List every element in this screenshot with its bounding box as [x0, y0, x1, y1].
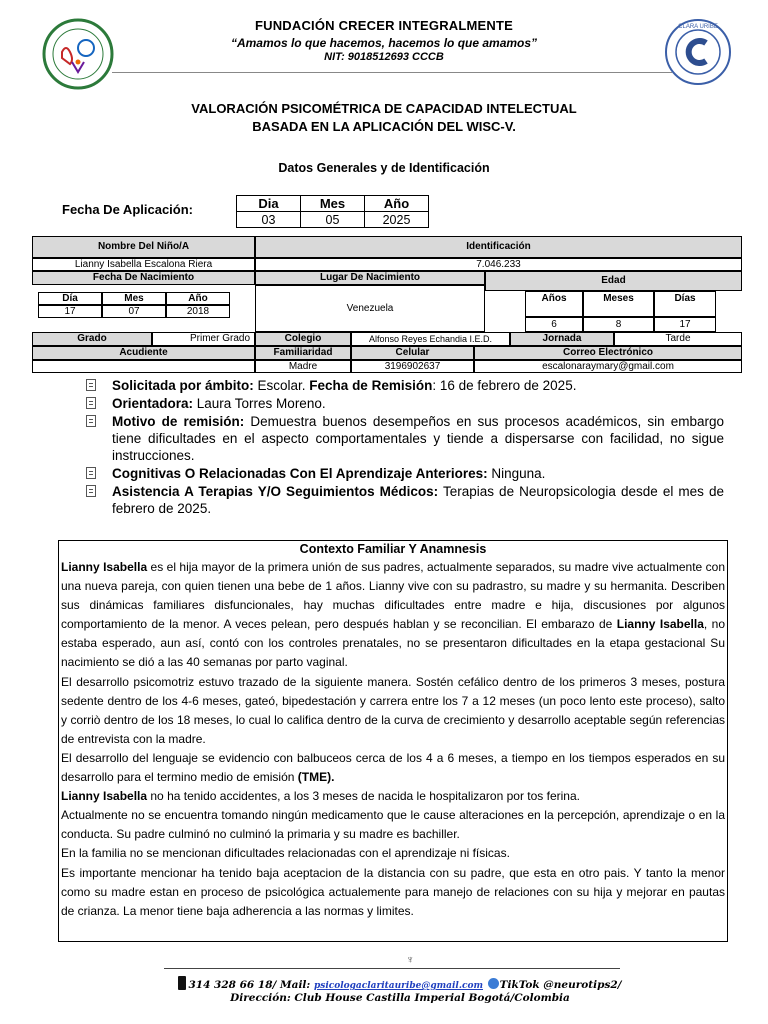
- day-header: Dia: [237, 196, 301, 212]
- context-paragraph: El desarrollo psicomotriz estuvo trazado de la siguiente manera. Sostén cefálico dentro de los primeros 3 meses, postura sedente dentro de los 4-6 meses, gateó, bipedestación y carrera entre los 7 a 12 meses (un poco lento este proceso), salto y corriò dentro de los 18 meses, lo cual lo califica dentro de la curva de crecimiento y desarrollo aceptable según referencias de entrevista con la madre.: [61, 674, 725, 746]
- checkbox-bullet-icon: [86, 415, 96, 427]
- footer-address: Dirección: Club House Castilla Imperial Bogotá/Colombia: [230, 992, 570, 1004]
- email-value: escalonaraymary@gmail.com: [474, 360, 742, 373]
- context-paragraph: El desarrollo del lenguaje se evidencio con balbuceos cerca de los 4 a 6 meses, a tiempo en los tiempos esperados en su desarrollo para el termino medio de emisión (TME).: [61, 750, 725, 785]
- list-item: Orientadora: Laura Torres Moreno.: [112, 395, 724, 412]
- age-months-label: Meses: [583, 291, 654, 317]
- application-date-label: Fecha De Aplicación:: [62, 202, 193, 217]
- month-value: 05: [301, 212, 365, 228]
- referral-info-list: [112, 377, 724, 518]
- context-paragraph: En la familia no se mencionan dificultades relacionadas con el aprendizaje ni físicas.: [61, 846, 510, 861]
- birth-year-label: Año: [166, 292, 230, 305]
- age-months-value: 8: [583, 317, 654, 332]
- context-paragraph: Actualmente no se encuentra tomando ningún medicamento que le cause alteraciones en la percepción, aprendizaje o en la conducta. Su padre culminó no culminó la primaria y su madre es bachiller.: [61, 808, 725, 842]
- phone-icon: [178, 976, 186, 990]
- birth-month-label: Mes: [102, 292, 166, 305]
- birth-month-value: 07: [102, 305, 166, 318]
- footer-rule: [164, 968, 620, 969]
- child-name-header: Nombre Del Niño/A: [32, 236, 255, 258]
- relationship-value: Madre: [255, 360, 351, 373]
- context-paragraph: Es importante mencionar ha tenido baja aceptacion de la distancia con su padre, que esta en otro pais. Y tanto la menor como su madre estan en proceso de psicológica actualemente para manejo de relaciones con su hija y mejorar en pautas de crianza. La menor tiene baja adherencia a las normas y limites.: [61, 865, 725, 918]
- school-value: Alfonso Reyes Echandia I.E.D.: [351, 332, 510, 346]
- age-years-value: 6: [525, 317, 583, 332]
- shift-value: Tarde: [614, 332, 742, 346]
- birth-day-label: Día: [38, 292, 102, 305]
- checkbox-bullet-icon: [86, 397, 96, 409]
- checkbox-bullet-icon: [86, 485, 96, 497]
- footer-email-link[interactable]: psicologaclaritauribe@gmail.com: [313, 981, 483, 991]
- age-days-label: Días: [654, 291, 716, 317]
- org-name: FUNDACIÓN CRECER INTEGRALMENTE: [254, 18, 514, 33]
- birth-day-value: 17: [38, 305, 102, 318]
- list-item: Solicitada por ámbito: Escolar. Fecha de Remisión: 16 de febrero de 2025.: [112, 377, 724, 394]
- document-title-line1: VALORACIÓN PSICOMÉTRICA DE CAPACIDAD INTELECTUAL: [191, 101, 577, 116]
- school-label: Colegio: [255, 332, 351, 346]
- footer-tiktok: TikTok @neurotips2/: [499, 979, 622, 991]
- birth-place-value: Venezuela: [255, 285, 485, 332]
- svg-text:CLARA URIBE: CLARA URIBE: [678, 24, 718, 30]
- identification-value: 7.046.233: [255, 258, 742, 271]
- org-motto: “Amamos lo que hacemos, hacemos lo que amamos”: [230, 36, 538, 50]
- list-item: Motivo de remisión: Demuestra buenos desempeños en sus procesos académicos, sin embargo tiene dificultades en el aspecto comportamentales y tiende a dispersarse con facilidad, no sigue instrucciones.: [112, 413, 724, 464]
- footer-contact: 314 328 66 18/ Mail: psicologaclaritauribe@gmail.com TikTok @neurotips2/: [150, 976, 650, 991]
- application-date-table: [236, 195, 429, 228]
- child-name-value: Lianny Isabella Escalona Riera: [32, 258, 255, 271]
- context-paragraph: Lianny Isabella no ha tenido accidentes, a los 3 meses de nacida le hospitalizaron por tos ferina.: [61, 789, 580, 804]
- age-header: Edad: [485, 271, 742, 291]
- family-context-title: Contexto Familiar Y Anamnesis: [299, 542, 487, 556]
- footer-ornament-icon: ♆: [406, 954, 415, 966]
- year-header: Año: [365, 196, 429, 212]
- list-item: Cognitivas O Relacionadas Con El Aprendizaje Anteriores: Ninguna.: [112, 465, 724, 482]
- email-header: Correo Electrónico: [474, 346, 742, 360]
- identification-grid: [32, 236, 742, 374]
- day-value: 03: [237, 212, 301, 228]
- birth-year-value: 2018: [166, 305, 230, 318]
- document-title-line2: BASADA EN LA APLICACIÓN DEL WISC-V.: [252, 119, 516, 134]
- month-header: Mes: [301, 196, 365, 212]
- checkbox-bullet-icon: [86, 379, 96, 391]
- shift-label: Jornada: [510, 332, 614, 346]
- relationship-header: Familiaridad: [255, 346, 351, 360]
- birth-date-header: Fecha De Nacimiento: [32, 271, 255, 285]
- guardian-header: Acudiente: [32, 346, 255, 360]
- birth-place-header: Lugar De Nacimiento: [255, 271, 485, 285]
- clara-uribe-logo: [664, 18, 732, 86]
- globe-icon: [488, 978, 499, 989]
- guardian-value: [32, 360, 255, 373]
- grade-value: Primer Grado: [152, 332, 255, 346]
- phone-value: 3196902637: [351, 360, 474, 373]
- foundation-logo: [42, 18, 114, 90]
- header-rule: [112, 72, 672, 73]
- year-value: 2025: [365, 212, 429, 228]
- grade-label: Grado: [32, 332, 152, 346]
- age-days-value: 17: [654, 317, 716, 332]
- context-paragraph: Lianny Isabella es el hija mayor de la primera unión de sus padres, actualmente separados, su madre vive actualmente con una nueva pareja, con quien tienen una bebe de 1 años. Lianny vive con su padrastro, su madre y su hermanita. Describen sus dinámicas familiares disfuncionales, hay muchas dificultades entre madre e hija, discusiones por algunos comportamiento de la menor. A veces pelean, pero después hablan y se reconcilian. El embarazo de Lianny Isabella, no estaba esperado, aun así, contó con los controles prenatales, no se presentaron dificultades en la etapa gestacional Su nacimiento se dió a las 40 semanas por parto vaginal.: [61, 560, 725, 670]
- section-title: Datos Generales y de Identificación: [278, 161, 490, 175]
- family-context-box: [58, 540, 728, 942]
- identification-header: Identificación: [255, 236, 742, 258]
- list-item: Asistencia A Terapias Y/O Seguimientos Médicos: Terapias de Neuropsicologia desde el mes de febrero de 2025.: [112, 483, 724, 517]
- footer-phone: 314 328 66 18/: [188, 979, 277, 991]
- age-years-label: Años: [525, 291, 583, 317]
- org-nit: NIT: 9018512693 CCCB: [324, 51, 444, 63]
- checkbox-bullet-icon: [86, 467, 96, 479]
- phone-header: Celular: [351, 346, 474, 360]
